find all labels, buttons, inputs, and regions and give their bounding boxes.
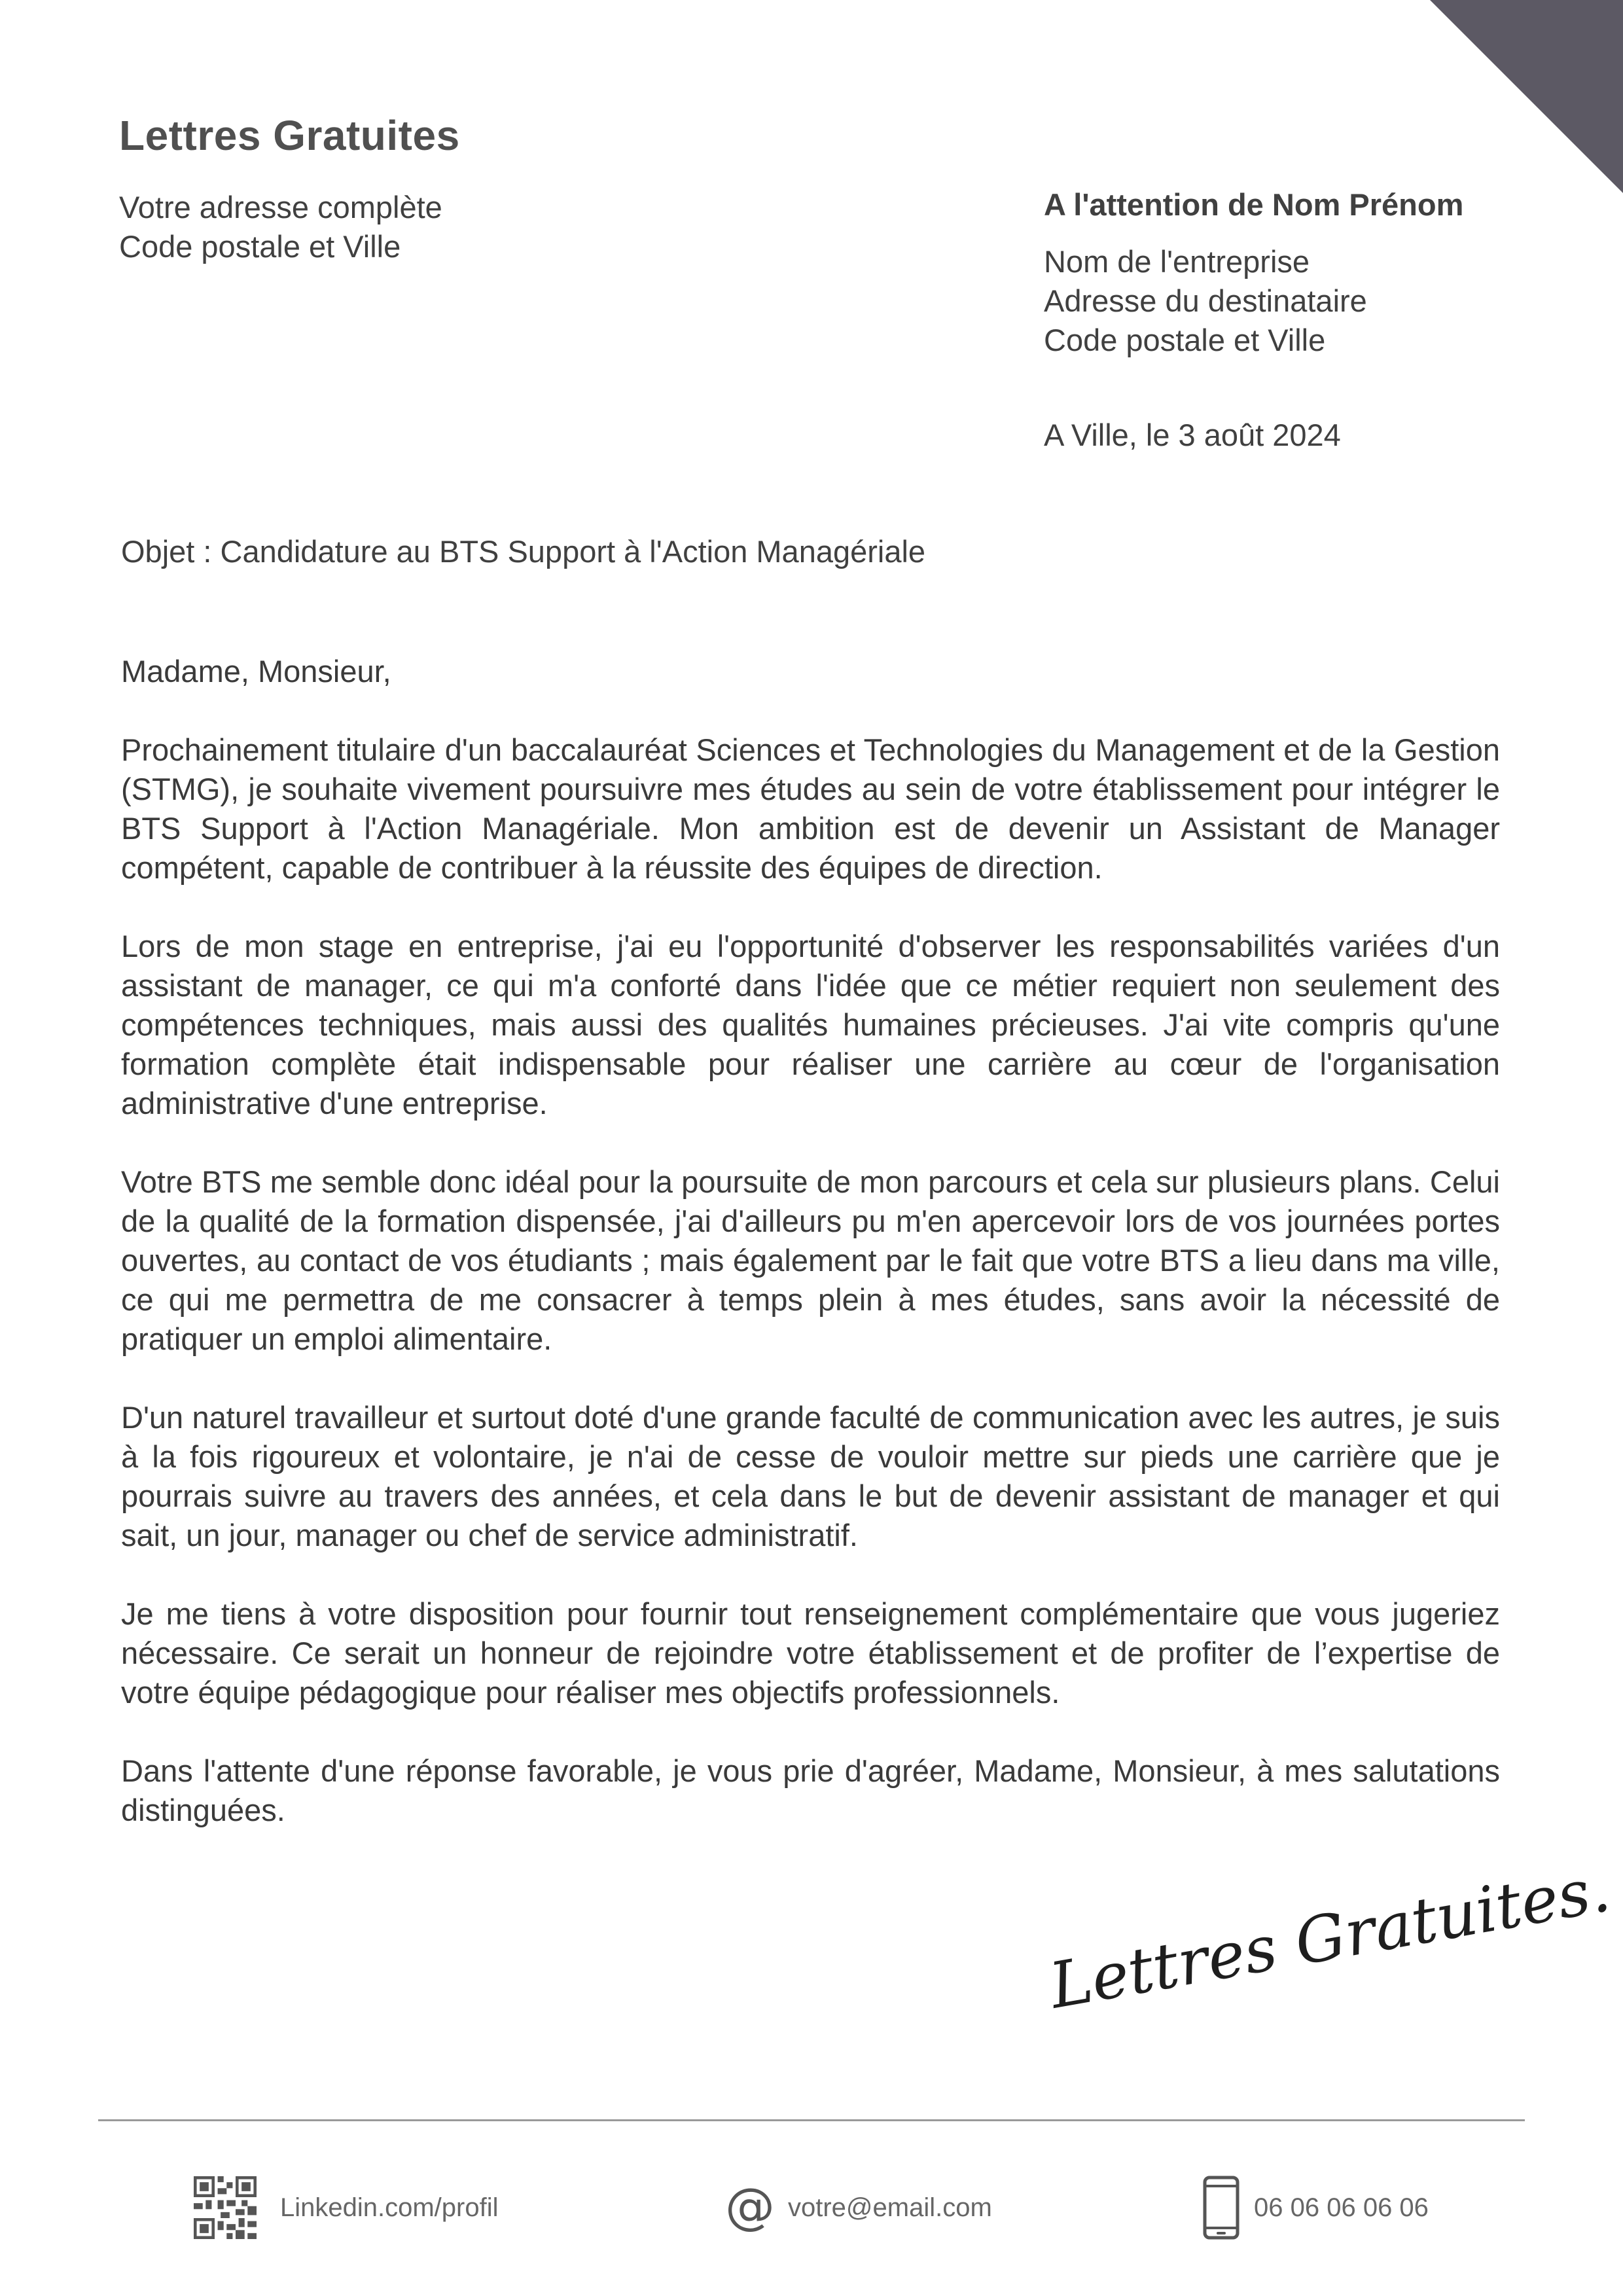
body-paragraph: Lors de mon stage en entreprise, j'ai eu l'opportunité d'observer les responsabilités variées d'un assistant de manager, ce qui m'a conforté dans l'idée que ce métier requiert non seulement des compétences techniques, mais aussi des qualités humaines précieuses. J'ai vite compris qu'une formation complète était indispensable pour réaliser une carrière au cœur de l'organisation administrative d'une entreprise.: [121, 929, 1500, 1121]
phone-icon: [1203, 2176, 1240, 2240]
recipient-block: [1044, 185, 1463, 360]
body-paragraph: Je me tiens à votre disposition pour fournir tout renseignement complémentaire que vous jugeriez nécessaire. Ce serait un honneur de rejoindre votre établissement et de profiter de l’expertise de votre équipe pédagogique pour réaliser mes objectifs professionnels.: [121, 1596, 1500, 1710]
corner-decoration: [1430, 0, 1623, 193]
footer-phone[interactable]: [1203, 2172, 1429, 2244]
sender-city-line: Code postale et Ville: [119, 229, 401, 264]
phone-number[interactable]: 06 06 06 06 06: [1254, 2193, 1429, 2222]
body-paragraph: Votre BTS me semble donc idéal pour la poursuite de mon parcours et cela sur plusieurs plans. Celui de la qualité de la formation dispensée, j'ai d'ailleurs pu m'en apercevoir lors de vos journées portes ouvertes, au contact de vos étudiants ; mais également par le fait que votre BTS a lieu dans ma ville, ce qui me permettra de me consacrer à temps plein à mes études, sans avoir la nécessité de pratiquer un emploi alimentaire.: [121, 1164, 1500, 1356]
sender-name: Lettres Gratuites: [119, 112, 460, 159]
linkedin-link[interactable]: Linkedin.com/profil: [280, 2193, 499, 2222]
at-sign-icon: [725, 2177, 775, 2235]
body-paragraph: Prochainement titulaire d'un baccalauréat Sciences et Technologies du Management et de la Gestion (STMG), je souhaite vivement poursuivre mes études au sein de votre établissement pour intégrer le BTS Support à l'Action Managériale. Mon ambition est de devenir un Assistant de Manager compétent, capable de contribuer à la réussite des équipes de direction.: [121, 732, 1500, 885]
footer-divider: [98, 2119, 1525, 2121]
letter-body: [121, 652, 1500, 1869]
closing-paragraph: Dans l'attente d'une réponse favorable, je vous prie d'agréer, Madame, Monsieur, à mes salutations distinguées.: [121, 1753, 1500, 1827]
footer-email[interactable]: [725, 2172, 992, 2244]
letter-subject: Objet : Candidature au BTS Support à l'Action Managériale: [121, 534, 926, 569]
handwritten-signature: [1041, 1852, 1616, 2029]
recipient-city: Code postale et Ville: [1044, 323, 1326, 357]
sender-address-line: Votre adresse complète: [119, 190, 442, 224]
body-paragraph: D'un naturel travailleur et surtout doté d'une grande faculté de communication avec les autres, je suis à la fois rigoureux et volontaire, je n'ai de cesse de vouloir mettre sur pieds une carrière que je pourrais suivre au travers des années, et cela dans le but de devenir assistant de manager et qui sait, un jour, manager ou chef de service administratif.: [121, 1400, 1500, 1552]
qr-code-icon: [194, 2176, 257, 2239]
email-link[interactable]: votre@email.com: [788, 2193, 992, 2222]
sender-address: [119, 188, 442, 266]
letter-date: A Ville, le 3 août 2024: [1044, 418, 1341, 452]
recipient-address: Adresse du destinataire: [1044, 283, 1367, 318]
recipient-attention: A l'attention de Nom Prénom: [1044, 187, 1464, 222]
footer-linkedin[interactable]: [194, 2172, 499, 2244]
salutation: Madame, Monsieur,: [121, 654, 391, 689]
svg-text:@: @: [725, 2177, 775, 2235]
recipient-company: Nom de l'entreprise: [1044, 244, 1310, 279]
svg-text:Lettres Gratuites.: Lettres Gratuites.: [1044, 1852, 1616, 2023]
